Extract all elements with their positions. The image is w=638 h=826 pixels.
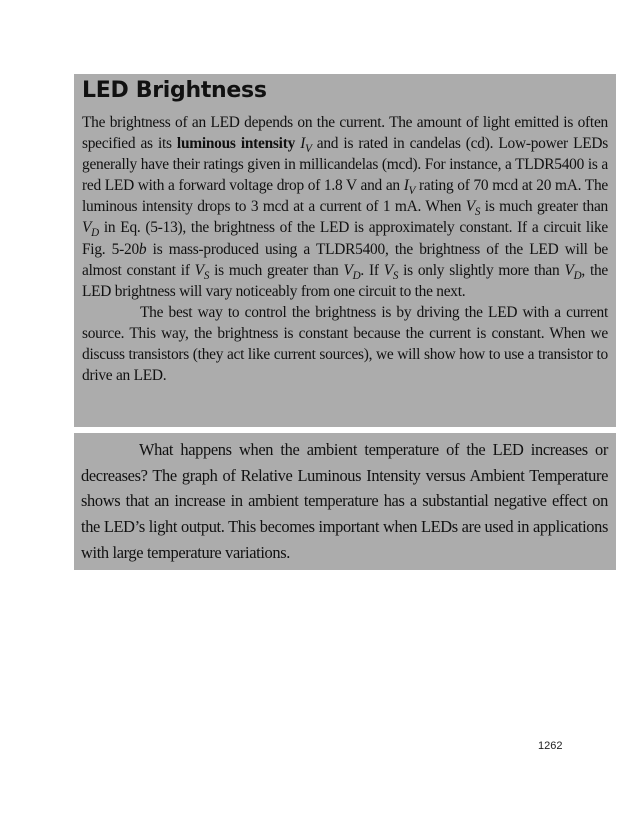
page-number: 1262 <box>538 740 563 752</box>
paragraph-1: The brightness of an LED depends on the current. The amount of light emitted is often specified as its luminous intensity $I_V$ and is rated in candelas (cd). Low-power LEDs generally have their ratings given in millicandelas (mcd). For instance, a TLDR5400 is a red LED with a forward voltage drop of 1.8 V and an $I_V$ rating of 70 mcd at 20 mA. The luminous intensity drops to 3 mcd at a current of 1 mA. When $V_S$ is much greater than $V_D$ in Eq. (5-13), the brightness of the LED is approximately constant. If a circuit like Fig. 5-20b is mass-produced using a TLDR5400, the brightness of the LED will be almost constant if $V_S$ is much greater than $V_D$. If $V_S$ is only slightly more than $V_D$, the LED brightness will vary noticeably from one circuit to the next. <box>82 114 609 300</box>
section-heading: LED Brightness <box>82 78 267 103</box>
temperature-note-box <box>74 433 616 570</box>
temperature-note: What happens when the ambient temperature of the LED increases or decreases? The graph of Relative Luminous Intensity versus Ambient Temperature shows that an increase in ambient temperature has a substantial negative effect on the LED’s light output. This becomes important when LEDs are used in applications with large temperature variations. <box>81 440 608 562</box>
term-luminous-intensity: luminous intensity <box>176 135 296 153</box>
led-brightness-box <box>74 74 616 427</box>
paragraph-2: The best way to control the brightness is by driving the LED with a current source. This way, the brightness is constant because the current is constant. When we discuss transistors (they act like current sources), we will show how to use a transistor to drive an LED. <box>82 303 608 385</box>
